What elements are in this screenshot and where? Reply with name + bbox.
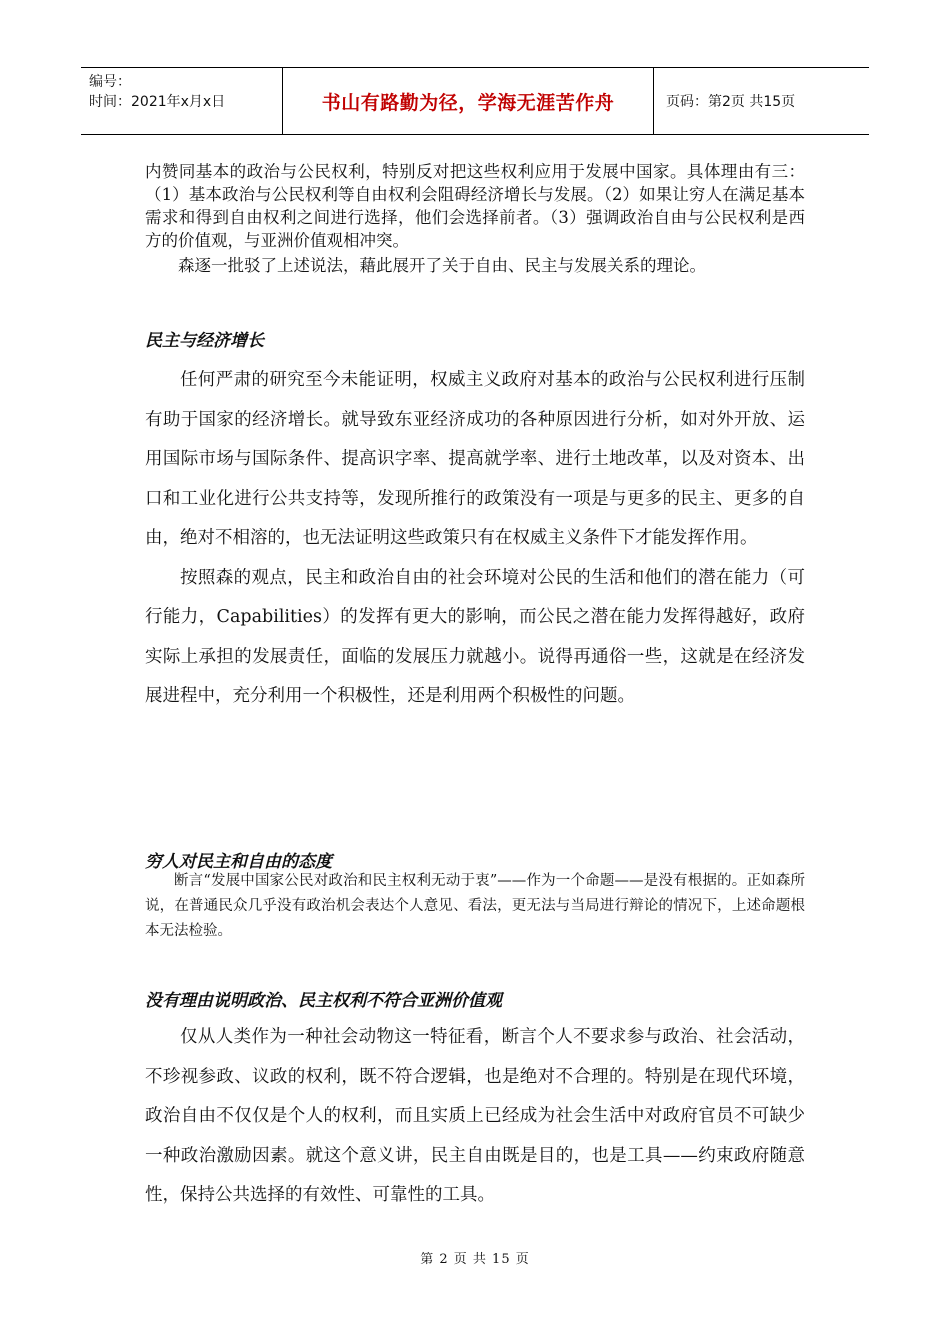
section-poor-attitude: [145, 869, 805, 944]
header-time: 时间：2021年x月x日: [89, 94, 226, 110]
intro-paragraph-1: 内赞同基本的政治与公民权利，特别反对把这些权利应用于发展中国家。具体理由有三：（1）基本政治与公民权利等自由权利会阻碍经济增长与发展。（2）如果让穷人在满足基本需求和得到自由权利之间进行选择，他们会选择前者。（3）强调政治自由与公民权利是西方的价值观，与亚洲价值观相冲突。: [145, 162, 805, 250]
section2-paragraph-1: 断言“发展中国家公民对政治和民主权利无动于衷”——作为一个命题——是没有根据的。正如森所说，在普通民众几乎没有政治机会表达个人意见、看法，更无法与当局进行辩论的情况下，上述命题根本无法检验。: [145, 873, 805, 939]
section1-paragraph-2: 按照森的观点，民主和政治自由的社会环境对公民的生活和他们的潜在能力（可行能力，Capabilities）的发挥有更大的影响，而公民之潜在能力发挥得越好，政府实际上承担的发展责任，面临的发展压力就越小。说得再通俗一些，这就是在经济发展进程中，充分利用一个积极性，还是利用两个积极性的问题。: [145, 567, 805, 706]
section-asian-values: [145, 1018, 805, 1216]
header-motto: 书山有路勤为径，学海无涯苦作舟: [282, 68, 654, 134]
header-meta: [81, 68, 282, 134]
intro-block: [145, 160, 805, 277]
section-heading-poor-attitude: 穷人对民主和自由的态度: [145, 852, 332, 872]
section1-paragraph-1: 任何严肃的研究至今未能证明，权威主义政府对基本的政治与公民权利进行压制有助于国家的经济增长。就导致东亚经济成功的各种原因进行分析，如对外开放、运用国际市场与国际条件、提高识字率、提高就学率、进行土地改革，以及对资本、出口和工业化进行公共支持等，发现所推行的政策没有一项是与更多的民主、更多的自由，绝对不相溶的，也无法证明这些政策只有在权威主义条件下才能发挥作用。: [145, 370, 805, 548]
page-footer: 第 2 页 共 15 页: [420, 1252, 530, 1267]
page-header: [81, 67, 869, 135]
section-heading-democracy-growth: 民主与经济增长: [145, 331, 264, 351]
intro-paragraph-2: 森逐一批驳了上述说法，藉此展开了关于自由、民主与发展关系的理论。: [178, 256, 706, 275]
header-number: 编号：: [89, 74, 131, 90]
section3-paragraph-1: 仅从人类作为一种社会动物这一特征看，断言个人不要求参与政治、社会活动，不珍视参政、议政的权利，既不符合逻辑，也是绝对不合理的。特别是在现代环境，政治自由不仅仅是个人的权利，而且实质上已经成为社会生活中对政府官员不可缺少一种政治激励因素。就这个意义讲，民主自由既是目的，也是工具——约束政府随意性，保持公共选择的有效性、可靠性的工具。: [145, 1027, 805, 1205]
section-democracy-growth: [145, 361, 805, 717]
section-heading-asian-values: 没有理由说明政治、民主权利不符合亚洲价值观: [145, 991, 502, 1011]
header-page-number: 页码：第2页 共15页: [666, 94, 796, 110]
